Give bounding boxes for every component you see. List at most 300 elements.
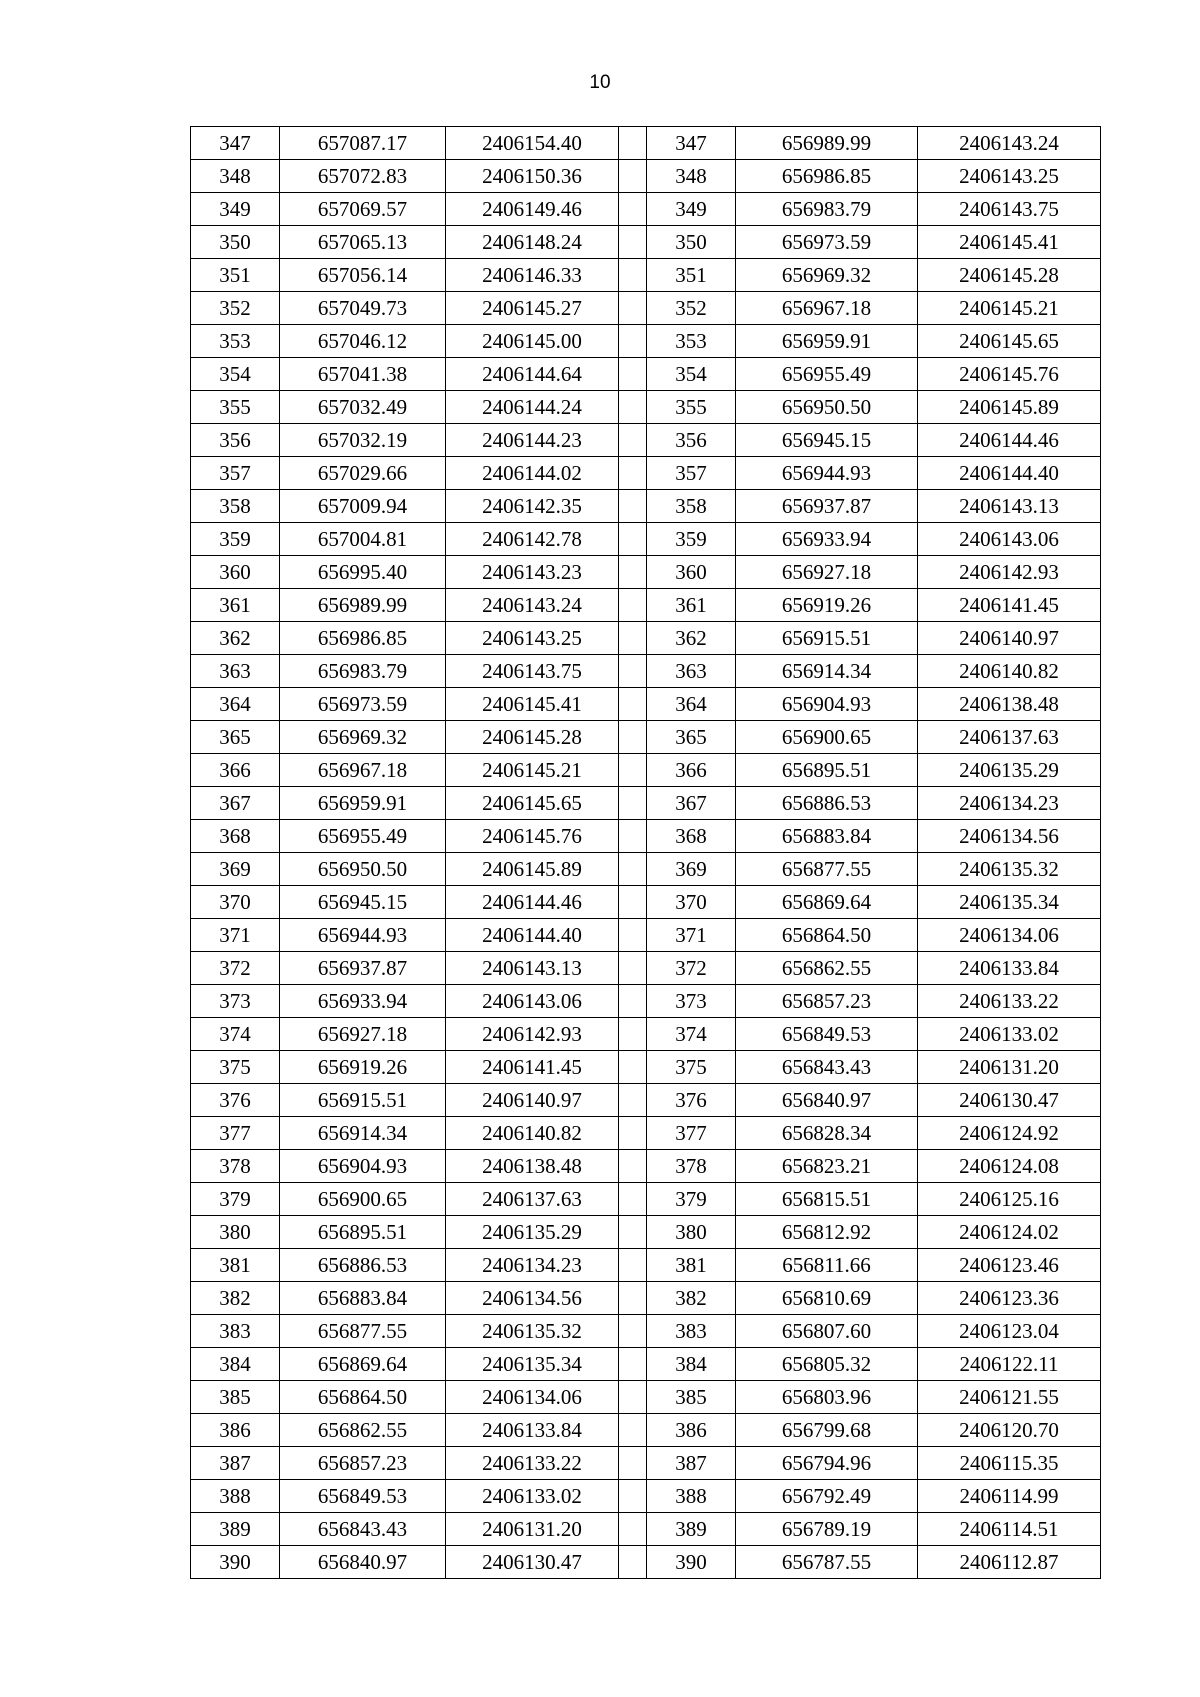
table-row (191, 1018, 1101, 1051)
right-x-coordinate-cell: 656950.50 (736, 391, 918, 424)
left-point-number-cell: 368 (191, 820, 280, 853)
table-row (191, 1117, 1101, 1150)
table-row (191, 1216, 1101, 1249)
spacer-cell (619, 1150, 647, 1183)
left-x-coordinate-cell: 656877.55 (280, 1315, 446, 1348)
table-row (191, 853, 1101, 886)
table-row (191, 1513, 1101, 1546)
spacer-cell (619, 1480, 647, 1513)
left-point-number-cell: 385 (191, 1381, 280, 1414)
left-y-coordinate-cell: 2406143.75 (446, 655, 619, 688)
spacer-cell (619, 325, 647, 358)
spacer-cell (619, 985, 647, 1018)
right-point-number-cell: 364 (647, 688, 736, 721)
table-row (191, 1282, 1101, 1315)
spacer-cell (619, 820, 647, 853)
left-point-number-cell: 388 (191, 1480, 280, 1513)
right-x-coordinate-cell: 656895.51 (736, 754, 918, 787)
left-x-coordinate-cell: 656955.49 (280, 820, 446, 853)
right-y-coordinate-cell: 2406135.34 (918, 886, 1101, 919)
left-x-coordinate-cell: 656983.79 (280, 655, 446, 688)
spacer-cell (619, 589, 647, 622)
right-y-coordinate-cell: 2406144.46 (918, 424, 1101, 457)
left-point-number-cell: 372 (191, 952, 280, 985)
right-x-coordinate-cell: 656828.34 (736, 1117, 918, 1150)
right-point-number-cell: 369 (647, 853, 736, 886)
left-y-coordinate-cell: 2406145.41 (446, 688, 619, 721)
right-x-coordinate-cell: 656823.21 (736, 1150, 918, 1183)
right-x-coordinate-cell: 656933.94 (736, 523, 918, 556)
right-y-coordinate-cell: 2406131.20 (918, 1051, 1101, 1084)
left-y-coordinate-cell: 2406144.46 (446, 886, 619, 919)
left-point-number-cell: 384 (191, 1348, 280, 1381)
left-x-coordinate-cell: 657004.81 (280, 523, 446, 556)
table-row (191, 1480, 1101, 1513)
left-y-coordinate-cell: 2406148.24 (446, 226, 619, 259)
left-x-coordinate-cell: 656995.40 (280, 556, 446, 589)
coordinates-table (190, 126, 1101, 1579)
right-x-coordinate-cell: 656789.19 (736, 1513, 918, 1546)
left-x-coordinate-cell: 657029.66 (280, 457, 446, 490)
left-point-number-cell: 377 (191, 1117, 280, 1150)
right-point-number-cell: 366 (647, 754, 736, 787)
left-point-number-cell: 374 (191, 1018, 280, 1051)
right-x-coordinate-cell: 656812.92 (736, 1216, 918, 1249)
left-y-coordinate-cell: 2406144.02 (446, 457, 619, 490)
spacer-cell (619, 1216, 647, 1249)
right-y-coordinate-cell: 2406145.89 (918, 391, 1101, 424)
left-point-number-cell: 358 (191, 490, 280, 523)
left-y-coordinate-cell: 2406143.24 (446, 589, 619, 622)
spacer-cell (619, 1381, 647, 1414)
left-point-number-cell: 363 (191, 655, 280, 688)
left-x-coordinate-cell: 656967.18 (280, 754, 446, 787)
right-y-coordinate-cell: 2406141.45 (918, 589, 1101, 622)
left-y-coordinate-cell: 2406142.93 (446, 1018, 619, 1051)
table-row (191, 985, 1101, 1018)
right-y-coordinate-cell: 2406124.92 (918, 1117, 1101, 1150)
right-y-coordinate-cell: 2406123.36 (918, 1282, 1101, 1315)
right-x-coordinate-cell: 656857.23 (736, 985, 918, 1018)
left-y-coordinate-cell: 2406143.23 (446, 556, 619, 589)
left-x-coordinate-cell: 656864.50 (280, 1381, 446, 1414)
spacer-cell (619, 853, 647, 886)
left-y-coordinate-cell: 2406145.21 (446, 754, 619, 787)
table-row (191, 886, 1101, 919)
right-point-number-cell: 357 (647, 457, 736, 490)
spacer-cell (619, 1051, 647, 1084)
table-row (191, 589, 1101, 622)
spacer-cell (619, 1117, 647, 1150)
left-y-coordinate-cell: 2406145.89 (446, 853, 619, 886)
left-x-coordinate-cell: 656944.93 (280, 919, 446, 952)
right-point-number-cell: 347 (647, 127, 736, 160)
left-point-number-cell: 367 (191, 787, 280, 820)
left-y-coordinate-cell: 2406143.13 (446, 952, 619, 985)
right-y-coordinate-cell: 2406120.70 (918, 1414, 1101, 1447)
right-point-number-cell: 362 (647, 622, 736, 655)
table-row (191, 1150, 1101, 1183)
spacer-cell (619, 1183, 647, 1216)
right-point-number-cell: 350 (647, 226, 736, 259)
right-y-coordinate-cell: 2406135.29 (918, 754, 1101, 787)
left-y-coordinate-cell: 2406145.28 (446, 721, 619, 754)
table-row (191, 292, 1101, 325)
table-row (191, 556, 1101, 589)
left-point-number-cell: 350 (191, 226, 280, 259)
left-x-coordinate-cell: 656915.51 (280, 1084, 446, 1117)
right-point-number-cell: 379 (647, 1183, 736, 1216)
left-y-coordinate-cell: 2406135.32 (446, 1315, 619, 1348)
right-y-coordinate-cell: 2406134.56 (918, 820, 1101, 853)
right-x-coordinate-cell: 656810.69 (736, 1282, 918, 1315)
left-x-coordinate-cell: 657069.57 (280, 193, 446, 226)
right-point-number-cell: 378 (647, 1150, 736, 1183)
left-point-number-cell: 365 (191, 721, 280, 754)
left-x-coordinate-cell: 656937.87 (280, 952, 446, 985)
spacer-cell (619, 1315, 647, 1348)
left-y-coordinate-cell: 2406140.82 (446, 1117, 619, 1150)
right-x-coordinate-cell: 656843.43 (736, 1051, 918, 1084)
left-point-number-cell: 390 (191, 1546, 280, 1579)
table-row (191, 1414, 1101, 1447)
right-point-number-cell: 351 (647, 259, 736, 292)
table-row (191, 1315, 1101, 1348)
left-point-number-cell: 347 (191, 127, 280, 160)
table-row (191, 919, 1101, 952)
right-y-coordinate-cell: 2406133.84 (918, 952, 1101, 985)
left-x-coordinate-cell: 656895.51 (280, 1216, 446, 1249)
left-y-coordinate-cell: 2406131.20 (446, 1513, 619, 1546)
right-point-number-cell: 384 (647, 1348, 736, 1381)
left-x-coordinate-cell: 656857.23 (280, 1447, 446, 1480)
spacer-cell (619, 193, 647, 226)
spacer-cell (619, 556, 647, 589)
left-x-coordinate-cell: 657046.12 (280, 325, 446, 358)
right-x-coordinate-cell: 656900.65 (736, 721, 918, 754)
right-x-coordinate-cell: 656919.26 (736, 589, 918, 622)
spacer-cell (619, 787, 647, 820)
left-point-number-cell: 387 (191, 1447, 280, 1480)
right-x-coordinate-cell: 656986.85 (736, 160, 918, 193)
spacer-cell (619, 1348, 647, 1381)
table-row (191, 391, 1101, 424)
left-x-coordinate-cell: 657032.49 (280, 391, 446, 424)
left-x-coordinate-cell: 657065.13 (280, 226, 446, 259)
right-point-number-cell: 377 (647, 1117, 736, 1150)
right-point-number-cell: 348 (647, 160, 736, 193)
spacer-cell (619, 1084, 647, 1117)
table-row (191, 655, 1101, 688)
left-y-coordinate-cell: 2406145.76 (446, 820, 619, 853)
table-row (191, 490, 1101, 523)
left-point-number-cell: 389 (191, 1513, 280, 1546)
spacer-cell (619, 688, 647, 721)
table-row (191, 325, 1101, 358)
right-point-number-cell: 360 (647, 556, 736, 589)
spacer-cell (619, 160, 647, 193)
table-row (191, 523, 1101, 556)
left-x-coordinate-cell: 656950.50 (280, 853, 446, 886)
right-y-coordinate-cell: 2406142.93 (918, 556, 1101, 589)
right-y-coordinate-cell: 2406143.75 (918, 193, 1101, 226)
left-x-coordinate-cell: 657087.17 (280, 127, 446, 160)
left-x-coordinate-cell: 656900.65 (280, 1183, 446, 1216)
spacer-cell (619, 622, 647, 655)
right-y-coordinate-cell: 2406137.63 (918, 721, 1101, 754)
left-y-coordinate-cell: 2406149.46 (446, 193, 619, 226)
right-y-coordinate-cell: 2406143.13 (918, 490, 1101, 523)
left-point-number-cell: 357 (191, 457, 280, 490)
right-y-coordinate-cell: 2406133.02 (918, 1018, 1101, 1051)
right-x-coordinate-cell: 656811.66 (736, 1249, 918, 1282)
left-y-coordinate-cell: 2406146.33 (446, 259, 619, 292)
right-point-number-cell: 390 (647, 1546, 736, 1579)
right-x-coordinate-cell: 656815.51 (736, 1183, 918, 1216)
right-point-number-cell: 365 (647, 721, 736, 754)
left-x-coordinate-cell: 656914.34 (280, 1117, 446, 1150)
left-x-coordinate-cell: 656933.94 (280, 985, 446, 1018)
right-point-number-cell: 375 (647, 1051, 736, 1084)
right-point-number-cell: 376 (647, 1084, 736, 1117)
left-point-number-cell: 349 (191, 193, 280, 226)
table-row (191, 754, 1101, 787)
right-x-coordinate-cell: 656973.59 (736, 226, 918, 259)
right-y-coordinate-cell: 2406143.25 (918, 160, 1101, 193)
left-x-coordinate-cell: 657049.73 (280, 292, 446, 325)
spacer-cell (619, 1513, 647, 1546)
right-x-coordinate-cell: 656849.53 (736, 1018, 918, 1051)
right-x-coordinate-cell: 656927.18 (736, 556, 918, 589)
right-point-number-cell: 358 (647, 490, 736, 523)
spacer-cell (619, 292, 647, 325)
right-x-coordinate-cell: 656904.93 (736, 688, 918, 721)
left-point-number-cell: 378 (191, 1150, 280, 1183)
left-point-number-cell: 370 (191, 886, 280, 919)
spacer-cell (619, 1414, 647, 1447)
spacer-cell (619, 1546, 647, 1579)
spacer-cell (619, 1018, 647, 1051)
left-x-coordinate-cell: 656986.85 (280, 622, 446, 655)
right-y-coordinate-cell: 2406145.41 (918, 226, 1101, 259)
right-y-coordinate-cell: 2406138.48 (918, 688, 1101, 721)
table-row (191, 622, 1101, 655)
right-x-coordinate-cell: 656959.91 (736, 325, 918, 358)
right-x-coordinate-cell: 656807.60 (736, 1315, 918, 1348)
right-point-number-cell: 385 (647, 1381, 736, 1414)
page-number: 10 (589, 72, 611, 93)
right-point-number-cell: 367 (647, 787, 736, 820)
right-point-number-cell: 388 (647, 1480, 736, 1513)
spacer-cell (619, 457, 647, 490)
right-y-coordinate-cell: 2406124.02 (918, 1216, 1101, 1249)
right-x-coordinate-cell: 656944.93 (736, 457, 918, 490)
left-point-number-cell: 356 (191, 424, 280, 457)
left-point-number-cell: 351 (191, 259, 280, 292)
left-x-coordinate-cell: 656849.53 (280, 1480, 446, 1513)
spacer-cell (619, 259, 647, 292)
right-x-coordinate-cell: 656883.84 (736, 820, 918, 853)
left-y-coordinate-cell: 2406134.56 (446, 1282, 619, 1315)
table-row (191, 952, 1101, 985)
left-y-coordinate-cell: 2406134.23 (446, 1249, 619, 1282)
right-point-number-cell: 389 (647, 1513, 736, 1546)
table-row (191, 424, 1101, 457)
left-x-coordinate-cell: 656883.84 (280, 1282, 446, 1315)
right-point-number-cell: 363 (647, 655, 736, 688)
table-row (191, 193, 1101, 226)
table-row (191, 787, 1101, 820)
spacer-cell (619, 721, 647, 754)
table-row (191, 721, 1101, 754)
right-x-coordinate-cell: 656914.34 (736, 655, 918, 688)
right-x-coordinate-cell: 656792.49 (736, 1480, 918, 1513)
left-x-coordinate-cell: 656869.64 (280, 1348, 446, 1381)
spacer-cell (619, 1447, 647, 1480)
left-y-coordinate-cell: 2406143.06 (446, 985, 619, 1018)
left-x-coordinate-cell: 656927.18 (280, 1018, 446, 1051)
table-row (191, 820, 1101, 853)
left-y-coordinate-cell: 2406130.47 (446, 1546, 619, 1579)
spacer-cell (619, 358, 647, 391)
left-y-coordinate-cell: 2406138.48 (446, 1150, 619, 1183)
right-x-coordinate-cell: 656967.18 (736, 292, 918, 325)
left-point-number-cell: 366 (191, 754, 280, 787)
coordinates-table-body (191, 127, 1101, 1579)
table-row (191, 259, 1101, 292)
right-x-coordinate-cell: 656862.55 (736, 952, 918, 985)
left-y-coordinate-cell: 2406134.06 (446, 1381, 619, 1414)
right-point-number-cell: 361 (647, 589, 736, 622)
left-y-coordinate-cell: 2406142.78 (446, 523, 619, 556)
right-x-coordinate-cell: 656805.32 (736, 1348, 918, 1381)
left-point-number-cell: 362 (191, 622, 280, 655)
right-y-coordinate-cell: 2406133.22 (918, 985, 1101, 1018)
right-x-coordinate-cell: 656803.96 (736, 1381, 918, 1414)
right-y-coordinate-cell: 2406134.23 (918, 787, 1101, 820)
spacer-cell (619, 424, 647, 457)
left-y-coordinate-cell: 2406135.34 (446, 1348, 619, 1381)
right-x-coordinate-cell: 656955.49 (736, 358, 918, 391)
right-point-number-cell: 381 (647, 1249, 736, 1282)
left-point-number-cell: 360 (191, 556, 280, 589)
right-x-coordinate-cell: 656969.32 (736, 259, 918, 292)
right-y-coordinate-cell: 2406122.11 (918, 1348, 1101, 1381)
left-y-coordinate-cell: 2406145.65 (446, 787, 619, 820)
right-y-coordinate-cell: 2406145.21 (918, 292, 1101, 325)
left-y-coordinate-cell: 2406144.24 (446, 391, 619, 424)
left-x-coordinate-cell: 656969.32 (280, 721, 446, 754)
right-x-coordinate-cell: 656787.55 (736, 1546, 918, 1579)
table-row (191, 1183, 1101, 1216)
right-x-coordinate-cell: 656945.15 (736, 424, 918, 457)
left-point-number-cell: 352 (191, 292, 280, 325)
right-y-coordinate-cell: 2406123.46 (918, 1249, 1101, 1282)
spacer-cell (619, 655, 647, 688)
left-x-coordinate-cell: 656959.91 (280, 787, 446, 820)
right-x-coordinate-cell: 656869.64 (736, 886, 918, 919)
left-x-coordinate-cell: 657056.14 (280, 259, 446, 292)
right-point-number-cell: 359 (647, 523, 736, 556)
right-x-coordinate-cell: 656794.96 (736, 1447, 918, 1480)
right-y-coordinate-cell: 2406121.55 (918, 1381, 1101, 1414)
right-point-number-cell: 352 (647, 292, 736, 325)
right-point-number-cell: 355 (647, 391, 736, 424)
right-x-coordinate-cell: 656886.53 (736, 787, 918, 820)
right-y-coordinate-cell: 2406114.51 (918, 1513, 1101, 1546)
right-x-coordinate-cell: 656989.99 (736, 127, 918, 160)
left-x-coordinate-cell: 656886.53 (280, 1249, 446, 1282)
left-x-coordinate-cell: 656989.99 (280, 589, 446, 622)
left-y-coordinate-cell: 2406133.84 (446, 1414, 619, 1447)
right-y-coordinate-cell: 2406145.76 (918, 358, 1101, 391)
right-y-coordinate-cell: 2406143.24 (918, 127, 1101, 160)
table-row (191, 1249, 1101, 1282)
right-point-number-cell: 356 (647, 424, 736, 457)
right-y-coordinate-cell: 2406114.99 (918, 1480, 1101, 1513)
left-x-coordinate-cell: 656843.43 (280, 1513, 446, 1546)
left-x-coordinate-cell: 656919.26 (280, 1051, 446, 1084)
left-x-coordinate-cell: 657072.83 (280, 160, 446, 193)
left-x-coordinate-cell: 656945.15 (280, 886, 446, 919)
right-x-coordinate-cell: 656840.97 (736, 1084, 918, 1117)
left-y-coordinate-cell: 2406141.45 (446, 1051, 619, 1084)
left-point-number-cell: 379 (191, 1183, 280, 1216)
right-point-number-cell: 354 (647, 358, 736, 391)
left-y-coordinate-cell: 2406133.02 (446, 1480, 619, 1513)
left-x-coordinate-cell: 657041.38 (280, 358, 446, 391)
table-row (191, 1051, 1101, 1084)
table-row (191, 160, 1101, 193)
table-row (191, 1381, 1101, 1414)
right-y-coordinate-cell: 2406143.06 (918, 523, 1101, 556)
right-point-number-cell: 387 (647, 1447, 736, 1480)
right-x-coordinate-cell: 656983.79 (736, 193, 918, 226)
left-x-coordinate-cell: 656862.55 (280, 1414, 446, 1447)
table-row (191, 688, 1101, 721)
left-point-number-cell: 364 (191, 688, 280, 721)
right-y-coordinate-cell: 2406130.47 (918, 1084, 1101, 1117)
right-point-number-cell: 368 (647, 820, 736, 853)
left-y-coordinate-cell: 2406144.23 (446, 424, 619, 457)
left-point-number-cell: 375 (191, 1051, 280, 1084)
left-point-number-cell: 373 (191, 985, 280, 1018)
right-point-number-cell: 349 (647, 193, 736, 226)
right-y-coordinate-cell: 2406112.87 (918, 1546, 1101, 1579)
right-x-coordinate-cell: 656937.87 (736, 490, 918, 523)
left-y-coordinate-cell: 2406143.25 (446, 622, 619, 655)
right-y-coordinate-cell: 2406115.35 (918, 1447, 1101, 1480)
right-y-coordinate-cell: 2406140.82 (918, 655, 1101, 688)
left-point-number-cell: 353 (191, 325, 280, 358)
left-x-coordinate-cell: 656904.93 (280, 1150, 446, 1183)
right-point-number-cell: 380 (647, 1216, 736, 1249)
left-point-number-cell: 380 (191, 1216, 280, 1249)
table-row (191, 1447, 1101, 1480)
left-point-number-cell: 381 (191, 1249, 280, 1282)
left-point-number-cell: 361 (191, 589, 280, 622)
spacer-cell (619, 952, 647, 985)
spacer-cell (619, 391, 647, 424)
right-point-number-cell: 353 (647, 325, 736, 358)
right-x-coordinate-cell: 656864.50 (736, 919, 918, 952)
left-y-coordinate-cell: 2406145.00 (446, 325, 619, 358)
right-point-number-cell: 372 (647, 952, 736, 985)
table-row (191, 1348, 1101, 1381)
spacer-cell (619, 886, 647, 919)
left-y-coordinate-cell: 2406144.40 (446, 919, 619, 952)
spacer-cell (619, 919, 647, 952)
